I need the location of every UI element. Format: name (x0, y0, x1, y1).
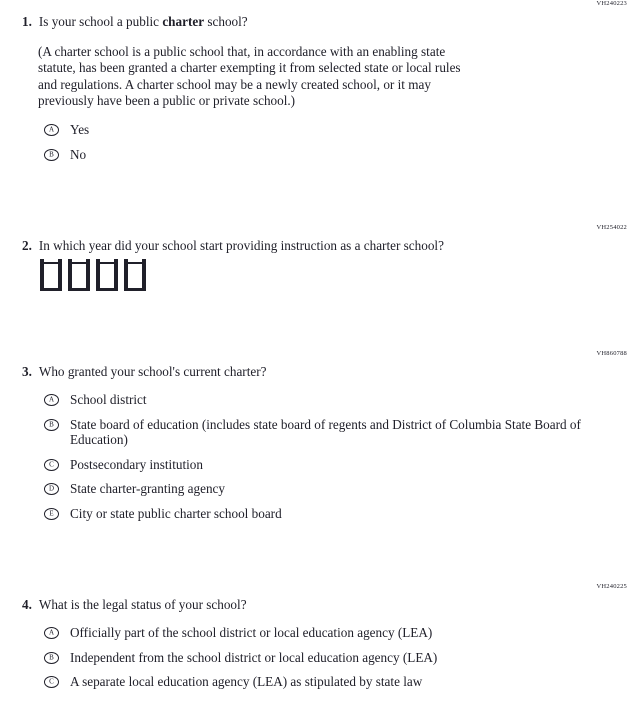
question-2-accession-code: VH254022 (596, 224, 627, 231)
note-line: (A charter school is a public school that, in accordance with an enabling state (38, 44, 446, 59)
question-1-definition-note (38, 44, 631, 110)
question-4-section (0, 583, 631, 690)
answer-bubble-b-icon[interactable]: B (44, 419, 59, 431)
question-4-number: 4. (22, 597, 32, 612)
question-2-section (0, 224, 631, 291)
question-3-text: Who granted your school's current charter? (38, 364, 267, 379)
option-label: City or state public charter school board (70, 505, 282, 521)
note-line: and regulations. A charter school may be a newly created school, or it may (38, 76, 431, 92)
year-digit-box-2[interactable] (68, 262, 90, 291)
answer-bubble-a-icon[interactable]: A (44, 627, 59, 639)
question-1-prompt (22, 14, 631, 30)
q3-option-charter-board[interactable] (44, 506, 631, 522)
year-entry-boxes (40, 262, 631, 291)
year-digit-box-3[interactable] (96, 262, 118, 291)
option-label: A separate local education agency (LEA) as stipulated by state law (70, 674, 423, 689)
q4-option-separate-lea[interactable] (44, 674, 631, 690)
question-1-text: Is your school a public charter school? (38, 14, 248, 29)
question-1-accession-code: VH240223 (596, 0, 627, 7)
year-digit-box-4[interactable] (124, 262, 146, 291)
question-1-section (0, 0, 631, 163)
option-label: Officially part of the school district or local education agency (LEA) (70, 625, 433, 640)
answer-bubble-b-icon[interactable]: B (44, 652, 59, 664)
option-label: No (70, 147, 87, 163)
option-label: Independent from the school district or local education agency (LEA) (70, 649, 438, 665)
option-label: Yes (70, 121, 90, 137)
option-label: School district (70, 392, 147, 407)
question-2-number: 2. (22, 238, 32, 253)
question-4-prompt (22, 597, 631, 613)
option-label: State charter-granting agency (70, 481, 225, 496)
q3-option-postsecondary[interactable] (44, 457, 631, 473)
question-4-text: What is the legal status of your school? (38, 597, 247, 612)
q1-option-no[interactable] (44, 147, 631, 163)
q4-option-independent[interactable] (44, 650, 631, 666)
option-label: Postsecondary institution (70, 456, 203, 472)
note-line: statute, has been granted a charter exempting it from selected state or local rules (38, 60, 461, 76)
q3-option-state-board[interactable] (44, 417, 631, 448)
q3-option-school-district[interactable] (44, 392, 631, 408)
question-3-section (0, 350, 631, 521)
question-3-number: 3. (22, 364, 32, 379)
answer-bubble-c-icon[interactable]: C (44, 676, 59, 688)
question-2-text: In which year did your school start providing instruction as a charter school? (38, 238, 444, 253)
answer-bubble-b-icon[interactable]: B (44, 149, 59, 161)
note-line: previously have been a public or private school.) (38, 93, 296, 109)
answer-bubble-c-icon[interactable]: C (44, 459, 59, 471)
question-3-prompt (22, 364, 631, 380)
question-3-accession-code: VH860788 (596, 350, 627, 357)
answer-bubble-a-icon[interactable]: A (44, 394, 59, 406)
q3-option-charter-agency[interactable] (44, 481, 631, 497)
q1-option-yes[interactable] (44, 122, 631, 138)
year-digit-box-1[interactable] (40, 262, 62, 291)
question-1-number: 1. (22, 14, 32, 29)
option-label: State board of education (includes state board of regents and District of Columbia State Board of Education) (70, 416, 581, 447)
answer-bubble-a-icon[interactable]: A (44, 124, 59, 136)
answer-bubble-d-icon[interactable]: D (44, 483, 59, 495)
q4-option-part-of-lea[interactable] (44, 625, 631, 641)
question-2-prompt (22, 238, 631, 254)
question-4-accession-code: VH240225 (596, 583, 627, 590)
answer-bubble-e-icon[interactable]: E (44, 508, 59, 520)
